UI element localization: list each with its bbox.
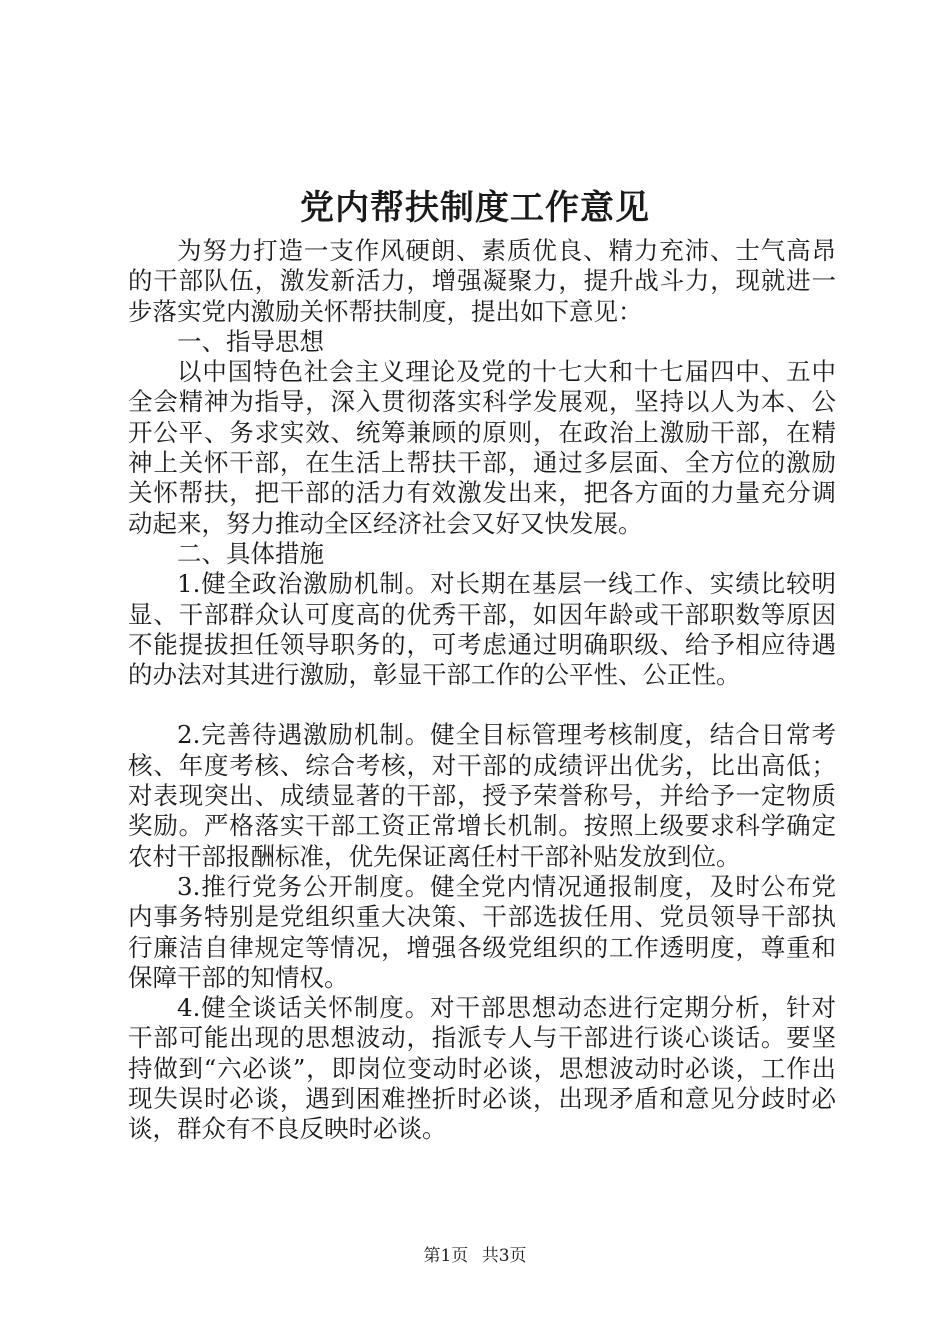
measure-4-paragraph: 4.健全谈话关怀制度。对干部思想动态进行定期分析，针对干部可能出现的思想波动，指派专人与干部进行谈心谈话。要坚持做到“六必谈”，即岗位变动时必谈，思想波动时必谈，工作出现失误时必谈，遇到困难挫折时必谈，出现矛盾和意见分歧时必谈，群众有不良反映时必谈。: [128, 993, 836, 1144]
intro-paragraph: 为努力打造一支作风硬朗、素质优良、精力充沛、士气高昂的干部队伍，激发新活力，增强凝聚力，提升战斗力，现就进一步落实党内激励关怀帮扶制度，提出如下意见：: [128, 236, 836, 326]
document-body: [128, 236, 836, 1145]
measure-2-paragraph: 2.完善待遇激励机制。健全目标管理考核制度，结合日常考核、年度考核、综合考核，对干部的成绩评出优劣，比出高低；对表现突出、成绩显著的干部，授予荣誉称号，并给予一定物质奖励。严格落实干部工资正常增长机制。按照上级要求科学确定农村干部报酬标准，优先保证离任村干部补贴发放到位。: [128, 720, 836, 871]
section-heading-guiding-thought: 一、指导思想: [177, 326, 324, 356]
measure-3-paragraph: 3.推行党务公开制度。健全党内情况通报制度，及时公布党内事务特别是党组织重大决策、干部选拔任用、党员领导干部执行廉洁自律规定等情况，增强各级党组织的工作透明度，尊重和保障干部的知情权。: [128, 871, 836, 992]
measure-1-paragraph: 1.健全政治激励机制。对长期在基层一线工作、实绩比较明显、干部群众认可度高的优秀干部，如因年龄或干部职数等原因不能提拔担任领导职务的，可考虑通过明确职级、给予相应待遇的办法对其进行激励，彰显干部工作的公平性、公正性。: [128, 569, 836, 690]
page-number-current: 第1页: [423, 1246, 469, 1266]
page-footer: [0, 1244, 950, 1268]
guiding-thought-paragraph: 以中国特色社会主义理论及党的十七大和十七届四中、五中全会精神为指导，深入贯彻落实科学发展观，坚持以人为本、公开公平、务求实效、统筹兼顾的原则，在政治上激励干部，在精神上关怀干部，在生活上帮扶干部，通过多层面、全方位的激励关怀帮扶，把干部的活力有效激发出来，把各方面的力量充分调动起来，努力推动全区经济社会又好又快发展。: [128, 357, 836, 538]
section-heading-measures: 二、具体措施: [177, 538, 324, 568]
document-title: 党内帮扶制度工作意见: [300, 188, 650, 228]
page-number-total: 共3页: [481, 1246, 527, 1266]
